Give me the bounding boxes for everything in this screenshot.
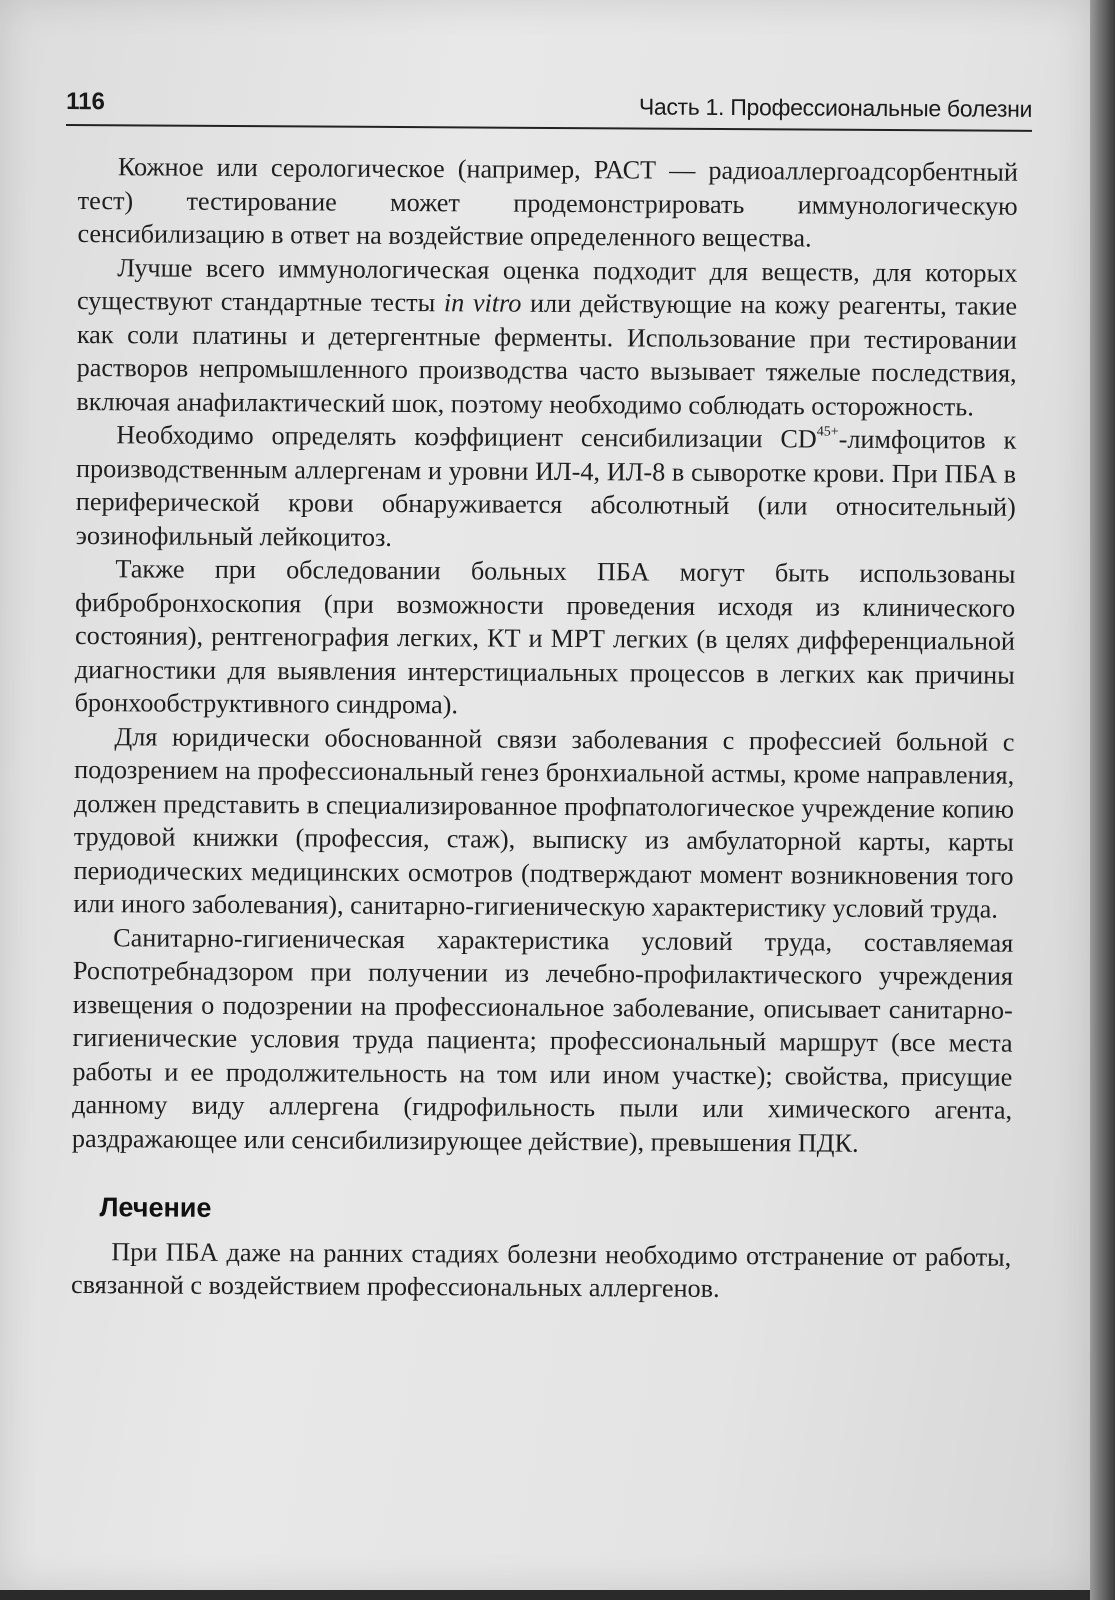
section-paragraph: При ПБА даже на ранних стадиях болезни необходимо отстранение от работы, связанной с воздействием профессиональных аллергенов.: [70, 1236, 1012, 1303]
paragraph-2-italic: in vitro: [443, 288, 522, 318]
body-text: [71, 150, 1018, 1307]
section-title: Лечение: [99, 1192, 212, 1223]
page-edge: [1090, 0, 1115, 1600]
running-head: Часть 1. Профессиональные болезни: [638, 93, 1033, 122]
paragraph-3-text-b: -лимфоцитов к производственным аллергенам и уровни ИЛ-4, ИЛ-8 в сыворотке крови. При ПБА в периферической крови обнаруживается абсолютный (или относительный) эозинофильный лейкоцитоз.: [75, 424, 1017, 552]
paragraph-4: Также при обследовании больных ПБА могут быть использованы фибробронхоскопия (при возможности проведения исходя из клинического состояния), рентгенография легких, КТ и МРТ легких (в целях дифференциальной диагностики для выявления интерстициальных процессов в легких как причины бронхообструктивного синдрома).: [74, 554, 1016, 720]
paragraph-3-text-a: Необходимо определять коэффициент сенсибилизации CD: [116, 420, 817, 454]
paragraph-3-superscript: 45+: [816, 424, 839, 440]
paragraph-1: Кожное или серологическое (например, РАСТ — радиоаллергоадсорбентный тест) тестирование может продемонстрировать иммунологическую сенсибилизацию в ответ на воздействие определенного вещества.: [77, 152, 1018, 253]
paragraph-2: [76, 250, 1017, 423]
paragraph-6: Санитарно-гигиеническая характеристика условий труда, составляемая Роспотребнадзором при получении из лечебно-профилактического учреждения извещения о подозрении на профессиональное заболевание, описывает санитарно-гигиенические условия труда пациента; профессиональный маршрут (все места работы и ее продолжительность на том или ином участке); свойства, присущие данному виду аллергена (гидрофильность пыли или химического агента, раздражающее или сенсибилизирующее действие), превышения ПДК.: [71, 922, 1014, 1158]
paragraph-3: [76, 418, 1017, 558]
paragraph-5: Для юридически обоснованной связи заболевания с профессией больной с подозрением на профессиональный генез бронхиальной астмы, кроме направления, должен представить в специализированное профпатологическое учреждение копию трудовой книжки (профессия, стаж), выписку из амбулаторной карты, карты периодических медицинских осмотров (подтверждают момент возникновения того или иного заболевания), санитарно-гигиеническую характеристику условий труда.: [73, 721, 1015, 924]
paragraph-2-text-b: или действующие на кожу реагенты, такие как соли платины и детергентные ферменты. Использование при тестировании растворов непромышленного производства часто вызывает тяжелые последствия, включая анафилактический шок, поэтому необходимо соблюдать осторожность.: [76, 288, 1018, 421]
page-number: 116: [66, 88, 105, 116]
page-header: [66, 80, 1032, 132]
paragraph-2-text-a: Лучше всего иммунологическая оценка подходит для веществ, для которых существуют стандартные тесты: [76, 252, 1018, 318]
